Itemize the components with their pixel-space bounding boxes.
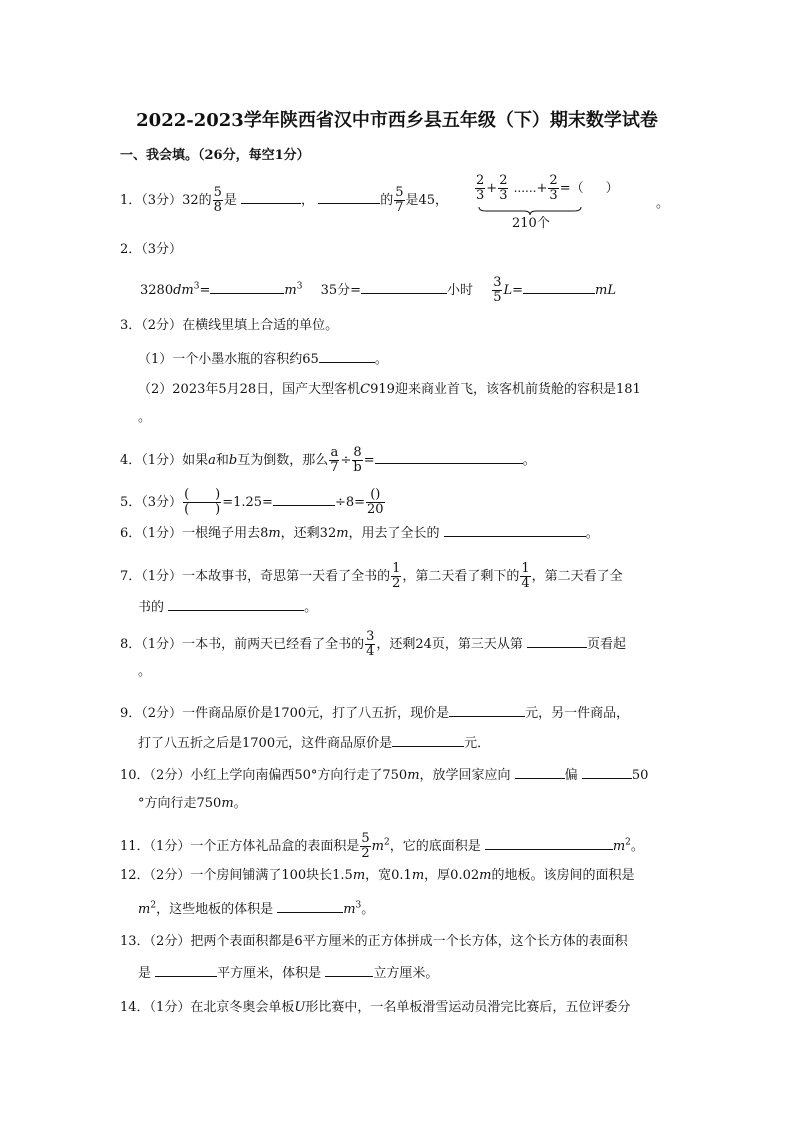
text: = bbox=[199, 283, 211, 298]
denominator: 4 bbox=[521, 576, 530, 591]
question-score: （1分） bbox=[149, 1000, 191, 1015]
fraction bbox=[475, 174, 485, 203]
ellipsis: ...... bbox=[513, 181, 537, 195]
answer-blank[interactable] bbox=[155, 964, 217, 977]
fraction bbox=[352, 446, 362, 475]
answer-blank[interactable] bbox=[515, 766, 565, 779]
question-number: 7． bbox=[120, 569, 142, 584]
brace-label: 210个 bbox=[512, 216, 550, 231]
question-text: 在横线里填上合适的单位。 bbox=[182, 318, 339, 333]
text: 一本书，前两天已经看了全书的 bbox=[182, 637, 365, 652]
question-score: （2分） bbox=[141, 706, 183, 721]
text: 3280 bbox=[140, 283, 174, 298]
text: 。 bbox=[585, 526, 599, 541]
numerator: 8 bbox=[353, 445, 362, 460]
text: 页看起 bbox=[587, 637, 627, 652]
text: 把两个表面积都是6平方厘米的正方体拼成一个长方体，这个长方体的表面积 bbox=[190, 934, 628, 949]
question-3-part-2 bbox=[138, 382, 641, 398]
question-number: 13． bbox=[120, 934, 150, 949]
unit: m bbox=[479, 868, 492, 883]
text: 一个正方体礼品盒的表面积是 bbox=[190, 839, 360, 854]
question-number: 11． bbox=[120, 839, 150, 854]
numerator[interactable]: ( ) bbox=[184, 487, 221, 502]
plus-sign: + bbox=[486, 181, 498, 196]
question-score: （3分） bbox=[141, 242, 183, 257]
text: 的 bbox=[380, 193, 394, 208]
text: 。 bbox=[304, 600, 318, 615]
answer-blank[interactable] bbox=[523, 281, 595, 294]
text: 一个房间铺满了100块长1.5 bbox=[190, 868, 353, 883]
section-heading: 一、我会填。（26分，每空1分） bbox=[120, 148, 310, 163]
question-14 bbox=[120, 1000, 630, 1016]
exponent: 3 bbox=[296, 281, 303, 292]
text: ，第二天看了全 bbox=[531, 569, 623, 584]
unit: m bbox=[268, 526, 281, 541]
page-title: 2022-2023学年陕西省汉中市西乡县五年级（下）期末数学试卷 bbox=[136, 110, 658, 131]
fraction bbox=[492, 276, 502, 305]
text: （1）一个小墨水瓶的容积约65 bbox=[138, 352, 319, 367]
text: 是45， bbox=[405, 193, 449, 208]
question-7-cont bbox=[138, 598, 317, 616]
text: = bbox=[363, 453, 375, 468]
answer-blank[interactable] bbox=[273, 493, 335, 506]
text: b bbox=[228, 453, 238, 468]
numerator: 2 bbox=[476, 173, 485, 188]
question-9-cont bbox=[138, 734, 490, 752]
unit: m bbox=[411, 868, 425, 883]
answer-blank[interactable] bbox=[392, 734, 464, 747]
question-7 bbox=[120, 562, 623, 591]
close-paren: ） bbox=[605, 181, 619, 196]
fraction bbox=[213, 186, 223, 215]
denominator: 3 bbox=[476, 188, 485, 203]
text: 在北京冬奥会单板 bbox=[190, 1000, 295, 1015]
numerator: 1 bbox=[521, 561, 530, 576]
text: （2）2023年5月28日，国产大型客机 bbox=[138, 382, 361, 397]
unit: m bbox=[138, 902, 151, 917]
question-11 bbox=[120, 832, 644, 861]
denominator: 2 bbox=[361, 846, 370, 861]
denominator: b bbox=[353, 460, 362, 475]
answer-blank[interactable] bbox=[241, 191, 301, 204]
question-number: 3． bbox=[120, 318, 142, 333]
denominator[interactable]: ( ) bbox=[184, 502, 221, 517]
question-13-cont bbox=[138, 964, 438, 982]
text: 书的 bbox=[138, 600, 165, 615]
unit: mL bbox=[595, 283, 616, 298]
text: 。 bbox=[630, 839, 644, 854]
question-13 bbox=[120, 934, 628, 950]
text: = bbox=[512, 283, 524, 298]
denominator: 8 bbox=[213, 200, 222, 215]
question-number: 6． bbox=[120, 526, 142, 541]
text: 是 bbox=[138, 966, 152, 981]
fraction bbox=[183, 488, 221, 517]
denominator: 3 bbox=[549, 188, 558, 203]
exponent: 3 bbox=[355, 900, 362, 911]
question-score: （1分） bbox=[141, 569, 183, 584]
question-8 bbox=[120, 630, 626, 659]
text: 元，另一件商品， bbox=[525, 706, 630, 721]
text: 平方厘米，体积是 bbox=[217, 966, 322, 981]
numerator: 5 bbox=[395, 185, 404, 200]
unit: m bbox=[343, 902, 356, 917]
text: 小时 bbox=[447, 283, 474, 298]
unit: L bbox=[503, 283, 513, 298]
question-3 bbox=[120, 318, 338, 334]
text: 是 bbox=[223, 193, 237, 208]
answer-blank[interactable] bbox=[277, 900, 343, 913]
numerator: 1 bbox=[392, 561, 401, 576]
text: 50 bbox=[631, 768, 649, 783]
question-score: （1分） bbox=[149, 839, 191, 854]
answer-blank[interactable] bbox=[168, 598, 304, 611]
denominator: 3 bbox=[499, 188, 508, 203]
text: ， bbox=[301, 193, 315, 208]
answer-blank[interactable] bbox=[485, 837, 613, 850]
fraction bbox=[498, 174, 508, 203]
numerator: 5 bbox=[213, 185, 222, 200]
text: 互为倒数，那么 bbox=[237, 453, 329, 468]
text: a bbox=[208, 453, 216, 468]
unit: m bbox=[336, 526, 349, 541]
text: 元． bbox=[464, 736, 491, 751]
text: 小红上学向南偏西50°方向行走了750 bbox=[190, 768, 408, 783]
fraction bbox=[548, 174, 558, 203]
text: ÷ bbox=[340, 453, 352, 468]
question-number: 9． bbox=[120, 706, 142, 721]
denominator: 2 bbox=[392, 576, 401, 591]
fraction-sum bbox=[474, 174, 619, 203]
answer-blank[interactable] bbox=[318, 191, 380, 204]
text: ，放学回家应向 bbox=[419, 768, 511, 783]
question-10 bbox=[120, 766, 648, 784]
denominator: 4 bbox=[366, 644, 375, 659]
text: 如果 bbox=[182, 453, 209, 468]
text: 。 bbox=[233, 796, 247, 811]
text: ，还剩32 bbox=[280, 526, 337, 541]
fraction bbox=[360, 832, 370, 861]
answer-blank[interactable] bbox=[375, 451, 523, 464]
exponent: 2 bbox=[383, 837, 390, 848]
answer-blank[interactable] bbox=[361, 281, 447, 294]
fraction bbox=[520, 562, 530, 591]
denominator: 5 bbox=[493, 290, 502, 305]
answer-blank[interactable] bbox=[319, 350, 375, 363]
text: ，这些地板的体积是 bbox=[156, 902, 274, 917]
unit: m bbox=[371, 839, 384, 854]
text: ÷8= bbox=[334, 495, 366, 510]
text: 。 bbox=[361, 902, 375, 917]
fraction bbox=[365, 630, 375, 659]
question-5 bbox=[120, 488, 386, 517]
numerator[interactable]: () bbox=[366, 488, 385, 503]
text: 立方厘米。 bbox=[373, 966, 439, 981]
text: 32的 bbox=[182, 193, 212, 208]
brace-icon bbox=[478, 206, 582, 216]
text: 。 bbox=[138, 664, 152, 679]
text: 的地板。该房间的面积是 bbox=[491, 868, 635, 883]
fraction bbox=[391, 562, 401, 591]
question-score: （1分） bbox=[141, 453, 183, 468]
denominator: 7 bbox=[330, 460, 339, 475]
text: ，第二天看了剩下的 bbox=[402, 569, 520, 584]
question-number: 8． bbox=[120, 637, 142, 652]
question-12-cont bbox=[138, 900, 374, 918]
text: °方向行走750 bbox=[138, 796, 222, 811]
denominator: 7 bbox=[395, 200, 404, 215]
answer-blank[interactable] bbox=[527, 635, 587, 648]
fraction bbox=[329, 446, 339, 475]
answer-blank[interactable] bbox=[210, 281, 284, 294]
text: U bbox=[294, 1000, 306, 1015]
answer-blank[interactable] bbox=[582, 766, 632, 779]
question-score: （3分） bbox=[141, 193, 183, 208]
exponent: 2 bbox=[625, 837, 631, 848]
text: 一件商品原价是1700元，打了八五折，现价是 bbox=[182, 706, 450, 721]
question-1 bbox=[120, 186, 448, 215]
question-10-cont bbox=[138, 796, 247, 812]
answer-blank[interactable] bbox=[449, 704, 525, 717]
denominator: 20 bbox=[367, 502, 384, 517]
text: 形比赛中，一名单板滑雪运动员滑完比赛后，五位评委分 bbox=[305, 1000, 631, 1015]
question-score: （3分） bbox=[141, 495, 183, 510]
question-number: 14． bbox=[120, 1000, 150, 1015]
text: 。 bbox=[138, 410, 152, 425]
unit: m bbox=[221, 796, 234, 811]
question-number: 4． bbox=[120, 453, 142, 468]
unit: m bbox=[612, 839, 626, 854]
text: ，用去了全长的 bbox=[348, 526, 440, 541]
question-6 bbox=[120, 524, 599, 542]
question-4 bbox=[120, 446, 536, 475]
question-score: （1分） bbox=[141, 637, 183, 652]
text: ，还剩24页，第三天从第 bbox=[376, 637, 523, 652]
fraction bbox=[366, 488, 385, 517]
numerator: a bbox=[330, 445, 339, 460]
exponent: 2 bbox=[150, 900, 157, 911]
text: 919迎来商业首飞，该客机前货舱的容积是181 bbox=[370, 382, 641, 397]
numerator: 2 bbox=[499, 173, 508, 188]
numerator: 3 bbox=[493, 275, 502, 290]
unit: m bbox=[284, 283, 297, 298]
question-score: （1分） bbox=[141, 526, 183, 541]
text: =1.25= bbox=[222, 495, 273, 510]
text: 打了八五折之后是1700元，这件商品原价是 bbox=[138, 736, 393, 751]
question-9 bbox=[120, 704, 629, 722]
question-score: （2分） bbox=[149, 934, 191, 949]
text: 。 bbox=[374, 352, 388, 367]
question-number: 2． bbox=[120, 242, 142, 257]
numerator: 2 bbox=[549, 173, 558, 188]
numerator: 5 bbox=[361, 831, 370, 846]
text: 。 bbox=[656, 196, 670, 211]
text: 。 bbox=[522, 453, 536, 468]
question-number: 5． bbox=[120, 495, 142, 510]
text: 一根绳子用去8 bbox=[182, 526, 269, 541]
text: 偏 bbox=[564, 768, 578, 783]
text: 和 bbox=[215, 453, 229, 468]
text: 一本故事书，奇思第一天看了全书的 bbox=[182, 569, 391, 584]
exponent: 3 bbox=[193, 281, 200, 292]
text: 35分= bbox=[320, 283, 362, 298]
question-score: （2分） bbox=[149, 768, 191, 783]
plus-sign: + bbox=[536, 181, 548, 196]
question-score: （2分） bbox=[149, 868, 191, 883]
answer-blank[interactable] bbox=[325, 964, 373, 977]
numerator: 3 bbox=[366, 629, 375, 644]
question-3-part-1 bbox=[138, 350, 388, 368]
question-2-body bbox=[140, 276, 616, 305]
unit: m bbox=[352, 868, 366, 883]
equals-paren: =（ bbox=[559, 181, 584, 196]
text: ，它的底面积是 bbox=[389, 839, 481, 854]
question-number: 10． bbox=[120, 768, 150, 783]
unit: m bbox=[407, 768, 420, 783]
question-12 bbox=[120, 868, 634, 884]
question-2 bbox=[120, 242, 182, 258]
question-score: （2分） bbox=[141, 318, 183, 333]
question-number: 12． bbox=[120, 868, 150, 883]
question-number: 1． bbox=[120, 193, 142, 208]
text: ，宽0.1 bbox=[365, 868, 412, 883]
fraction-sum-figure bbox=[474, 170, 658, 230]
text: C bbox=[360, 382, 371, 397]
unit: dm bbox=[173, 283, 194, 298]
text: ，厚0.02 bbox=[424, 868, 480, 883]
answer-blank[interactable] bbox=[444, 524, 586, 537]
fraction bbox=[394, 186, 404, 215]
